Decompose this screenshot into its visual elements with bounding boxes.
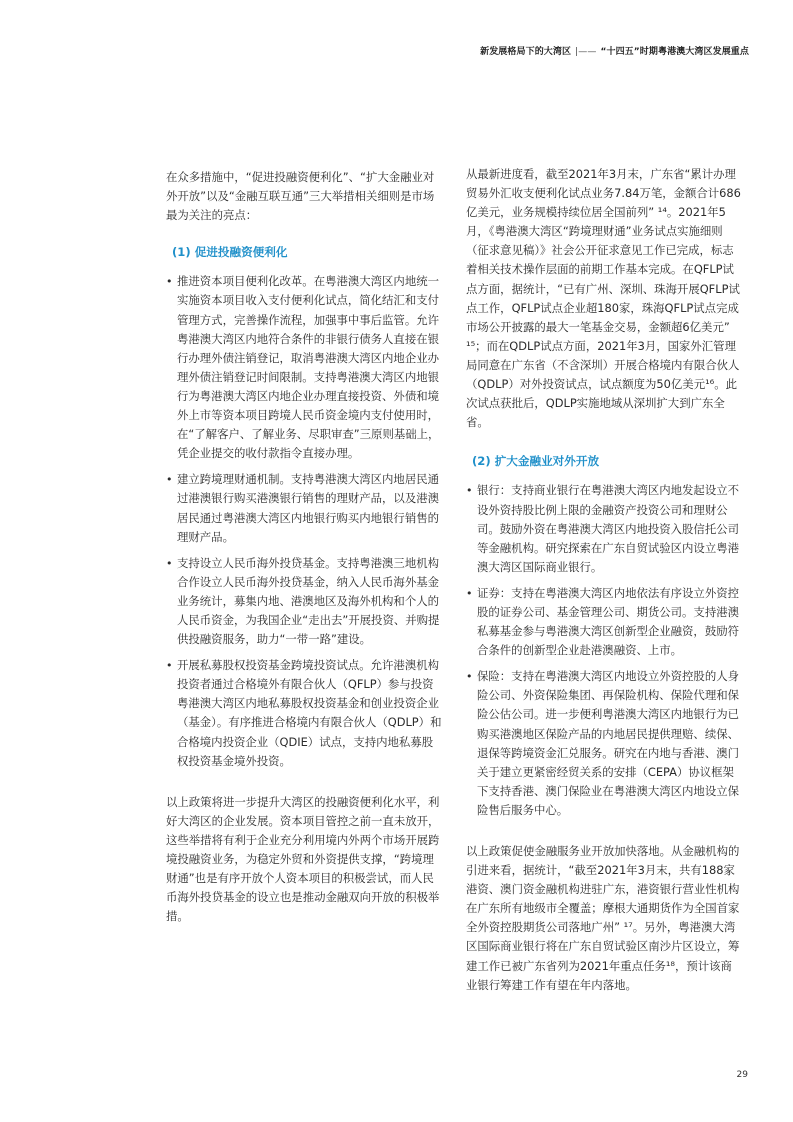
right-closing-paragraph: 以上政策促使金融服务业开放加快落地。从金融机构的引进来看，据统计，“截至2021年3月末，共有188家港资、澳门资金融机构进驻广东，港资银行营业性机构在广东所有地级市全覆盖；摩根大通期货作为全国首家全外资控股期货公司落地广州” ¹⁷。另外，粤港澳大湾区国际商业银行将在广东自贸试验区南沙片区设立，筹建工作已被广东省列为2021年重点任务¹⁸，预计该商业银行筹建工作有望在年内落地。 bbox=[466, 844, 740, 992]
left-closing-paragraph: 以上政策将进一步提升大湾区的投融资便利化水平，利好大湾区的企业发展。资本项目管控之前一直未放开，这些举措将有利于企业充分利用境内外两个市场开展跨境投融资业务，为稳定外贸和外资提供支撑，“跨境理财通”也是有序开放个人资本项目的积极尝试，而人民币海外投贷基金的设立也是推动金融双向开放的积极举措。 bbox=[166, 794, 440, 924]
list-item-text: 银行：支持商业银行在粤港澳大湾区内地发起设立不设外资持股比例上限的金融资产投资公司和理财公司。鼓励外资在粤港澳大湾区内地投资入股信托公司等金融机构。研究探索在广东自贸试验区内设立粤港澳大湾区国际商业银行。 bbox=[477, 483, 739, 574]
left-bullet-list bbox=[166, 272, 443, 770]
list-item bbox=[166, 272, 443, 463]
bullet-icon: • bbox=[166, 556, 173, 570]
list-item bbox=[466, 667, 743, 820]
bullet-icon: • bbox=[166, 473, 173, 487]
left-column bbox=[166, 168, 443, 926]
bullet-icon: • bbox=[466, 670, 473, 684]
running-header bbox=[480, 44, 749, 57]
header-subtitle: “十四五”时期粤港澳大湾区发展重点 bbox=[600, 47, 749, 57]
list-item-text: 证券：支持在粤港澳大湾区内地依法有序设立外资控股的证券公司、基金管理公司、期货公司。支持港澳私募基金参与粤港澳大湾区创新型企业融资，鼓励符合条件的创新型企业赴港澳融资、上市。 bbox=[477, 585, 739, 658]
list-item bbox=[166, 656, 443, 771]
list-item-text: 支持设立人民币海外投贷基金。支持粤港澳三地机构合作设立人民币海外投贷基金，纳入人民币海外基金业务统计，募集内地、港澳地区及海外机构和个人的人民币资金，为我国企业“走出去”开展投资、并购提供投融资服务，助力“一带一路”建设。 bbox=[177, 555, 440, 647]
bullet-icon: • bbox=[166, 275, 173, 289]
header-separator: |—— bbox=[575, 47, 597, 57]
right-bullet-list bbox=[466, 481, 743, 820]
bullet-icon: • bbox=[466, 586, 473, 600]
list-item bbox=[466, 584, 743, 660]
bullet-icon: • bbox=[166, 659, 173, 673]
section-title-investment-financing: (1) 促进投融资便利化 bbox=[172, 245, 288, 260]
right-column bbox=[466, 165, 743, 995]
left-intro-paragraph: 在众多措施中，“促进投融资便利化”、“扩大金融业对外开放”以及“金融互联互通”三大举措相关细则是市场最为关注的亮点： bbox=[166, 170, 435, 223]
page-number: 29 bbox=[736, 1070, 748, 1080]
bullet-icon: • bbox=[466, 484, 473, 498]
list-item bbox=[166, 554, 443, 649]
list-item-text: 开展私募股权投资基金跨境投资试点。允许港澳机构投资者通过合格境外有限合伙人（QFLP）参与投资粤港澳大湾区内地私募股权投资基金和创业投资企业（基金）。有序推进合格境内有限合伙人（QDLP）和合格境内投资企业（QDIE）试点，支持内地私募股权投资基金境外投资。 bbox=[177, 658, 442, 768]
header-title: 新发展格局下的大湾区 bbox=[480, 47, 572, 57]
list-item-text: 建立跨境理财通机制。支持粤港澳大湾区内地居民通过港澳银行购买港澳银行销售的理财产品，以及港澳居民通过粤港澳大湾区内地银行购买内地银行销售的理财产品。 bbox=[177, 472, 439, 544]
list-item bbox=[466, 481, 743, 576]
right-intro-paragraph: 从最新进度看，截至2021年3月末，广东省“累计办理贸易外汇收支便利化试点业务7.84万笔，金额合计686亿美元，业务规模持续位居全国前列” ¹⁴。2021年5月，《粤港澳大湾区“跨境理财通”业务试点实施细则（征求意见稿）》社会公开征求意见工作已完成，标志着相关技术操作层面的前期工作基本完成。在QFLP试点方面，据统计，“已有广州、深圳、珠海开展QFLP试点工作，QFLP试点企业超180家，珠海QFLP试点完成市场公开披露的最大一笔基金交易，金额超6亿美元” ¹⁵；而在QDLP试点方面，2021年3月，国家外汇管理局同意在广东省（不含深圳）开展合格境内有限合伙人（QDLP）对外投资试点，试点额度为50亿美元¹⁶。此次试点获批后，QDLP实施地域从深圳扩大到广东全省。 bbox=[466, 167, 741, 430]
section-title-financial-opening: (2) 扩大金融业对外开放 bbox=[472, 454, 600, 469]
list-item bbox=[166, 470, 443, 546]
list-item-text: 保险：支持在粤港澳大湾区内地设立外资控股的人身险公司、外资保险集团、再保险机构、保险代理和保险公估公司。进一步便利粤港澳大湾区内地银行为已购买港澳地区保险产品的内地居民提供理赔、续保、退保等跨境资金汇兑服务。研究在内地与香港、澳门关于建立更紧密经贸关系的安排（CEPA）协议框架下支持香港、澳门保险业在粤港澳大湾区内地设立保险售后服务中心。 bbox=[477, 669, 739, 817]
list-item-text: 推进资本项目便利化改革。在粤港澳大湾区内地统一实施资本项目收入支付便利化试点，简化结汇和支付管理方式，完善操作流程，加强事中事后监管。允许粤港澳大湾区内地符合条件的非银行债务人直接在银行办理外债注销登记，取消粤港澳大湾区内地企业办理外债注销登记时间限制。支持粤港澳大湾区内地银行为粤港澳大湾区内地企业办理直接投资、外债和境外上市等资本项目跨境人民币资金境内支付使用时，在“了解客户、了解业务、尽职审查”三原则基础上，凭企业提交的收付款指令直接办理。 bbox=[177, 274, 440, 461]
